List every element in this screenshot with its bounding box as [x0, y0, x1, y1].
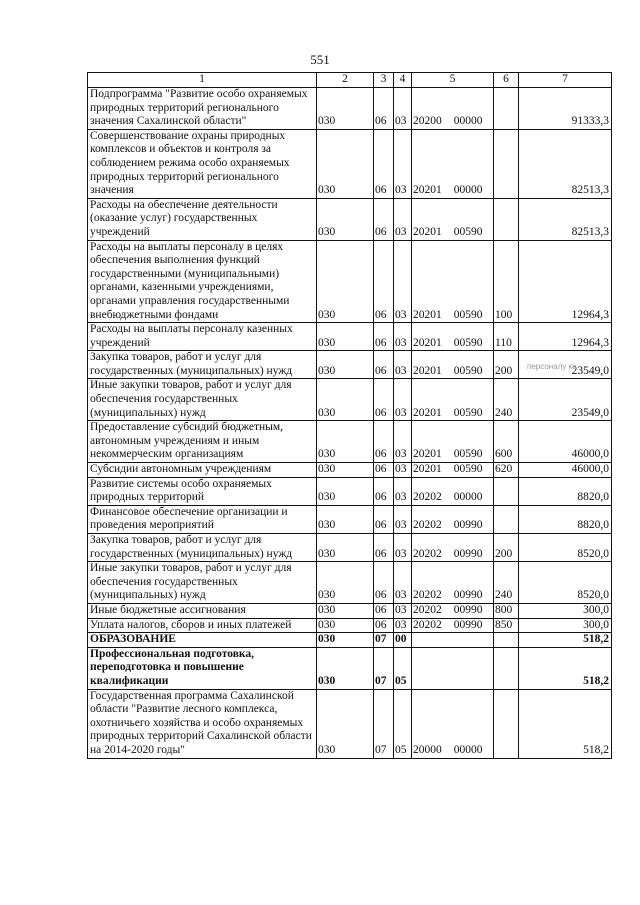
row-name-cell: Предоставление субсидий бюджетным, автономным учреждениям и иным некоммерческим организациям — [88, 421, 317, 463]
section-code-cell: 06 — [374, 463, 394, 478]
sum-cell: 82513,3 — [519, 129, 612, 198]
section-code-cell: 06 — [374, 198, 394, 240]
row-name-cell: Подпрограмма "Развитие особо охраняемых природных территорий регионального значения Сахалинской области" — [88, 88, 317, 130]
subsection-code-cell: 03 — [394, 477, 412, 505]
ministry-code-cell: 030 — [317, 534, 374, 562]
section-code-cell: 06 — [374, 323, 394, 351]
ministry-code-cell: 030 — [317, 240, 374, 323]
sum-cell: 8820,0 — [519, 477, 612, 505]
target-article-part-a: 20201 — [413, 184, 442, 197]
target-article-cell — [412, 88, 494, 130]
expense-type-cell — [494, 88, 519, 130]
header-col-6: 6 — [494, 73, 519, 88]
row-name-cell: Государственная программа Сахалинской области "Развитие лесного комплекса, охотничьего хозяйства и особо охраняемых природных территорий Сахалинской области на 2014-2020 годы" — [88, 689, 317, 758]
target-article-part-b: 00990 — [453, 547, 483, 560]
table-row — [88, 198, 612, 240]
expense-type-cell: 110 — [494, 323, 519, 351]
expense-type-cell — [494, 633, 519, 648]
table-row — [88, 603, 612, 618]
row-name-cell: Профессиональная подготовка, переподготовка и повышение квалификации — [88, 647, 317, 689]
target-article-part-b: 00990 — [453, 589, 483, 602]
ministry-code-cell: 030 — [317, 323, 374, 351]
header-col-7: 7 — [519, 73, 612, 88]
sum-cell: 8520,0 — [519, 534, 612, 562]
table-row — [88, 477, 612, 505]
subsection-code-cell: 03 — [394, 421, 412, 463]
subsection-code-cell: 00 — [394, 633, 412, 648]
target-article-cell — [412, 323, 494, 351]
expense-type-cell: 600 — [494, 421, 519, 463]
target-article-part-b: 00590 — [453, 225, 483, 238]
section-code-cell: 06 — [374, 421, 394, 463]
row-name-cell: Финансовое обеспечение организации и проведения мероприятий — [88, 505, 317, 533]
sum-cell: 518,2 — [519, 647, 612, 689]
row-name-cell: Расходы на выплаты персоналу казенных учреждений — [88, 323, 317, 351]
table-row — [88, 534, 612, 562]
target-article-part-b: 00590 — [453, 406, 483, 419]
expense-type-cell — [494, 129, 519, 198]
row-name-cell: Иные бюджетные ассигнования — [88, 603, 317, 618]
target-article-part-b: 00990 — [453, 519, 483, 532]
sum-cell: 8820,0 — [519, 505, 612, 533]
ministry-code-cell: 030 — [317, 379, 374, 421]
target-article-part-a: 20202 — [413, 547, 442, 560]
target-article-part-b: 00000 — [453, 743, 483, 756]
section-code-cell: 06 — [374, 129, 394, 198]
subsection-code-cell: 03 — [394, 198, 412, 240]
table-row — [88, 618, 612, 633]
expense-type-cell: 620 — [494, 463, 519, 478]
section-code-cell: 07 — [374, 689, 394, 758]
target-article-part-a: 20202 — [413, 519, 442, 532]
section-code-cell: 06 — [374, 505, 394, 533]
ministry-code-cell: 030 — [317, 463, 374, 478]
sum-cell: 23549,0 — [519, 351, 612, 379]
target-article-part-b: 00590 — [453, 364, 483, 377]
sum-cell: 300,0 — [519, 618, 612, 633]
target-article-cell — [412, 463, 494, 478]
table-row — [88, 633, 612, 648]
target-article-part-a: 20201 — [413, 406, 442, 419]
ministry-code-cell: 030 — [317, 477, 374, 505]
section-code-cell: 06 — [374, 240, 394, 323]
target-article-part-a: 20201 — [413, 364, 442, 377]
target-article-cell — [412, 129, 494, 198]
ministry-code-cell: 030 — [317, 603, 374, 618]
row-name-cell: Расходы на выплаты персоналу в целях обеспечения выполнения функций государственными (муниципальными) органами, казенными учреждениями, органами управления государственными внебюджетными фондами — [88, 240, 317, 323]
table-row — [88, 379, 612, 421]
target-article-part-b: 00590 — [453, 336, 483, 349]
row-name-cell: Закупка товаров, работ и услуг для государственных (муниципальных) нужд — [88, 534, 317, 562]
row-name-cell: Закупка товаров, работ и услуг для государственных (муниципальных) нужд — [88, 351, 317, 379]
target-article-part-a: 20201 — [413, 336, 442, 349]
table-row — [88, 240, 612, 323]
row-name-cell: ОБРАЗОВАНИЕ — [88, 633, 317, 648]
section-code-cell: 06 — [374, 562, 394, 604]
target-article-cell — [412, 198, 494, 240]
expense-type-cell: 240 — [494, 379, 519, 421]
target-article-cell — [412, 421, 494, 463]
sum-cell: 46000,0 — [519, 463, 612, 478]
target-article-part-a: 20202 — [413, 491, 442, 504]
target-article-cell — [412, 505, 494, 533]
target-article-part-b: 00990 — [453, 603, 483, 616]
subsection-code-cell: 03 — [394, 351, 412, 379]
section-code-cell: 06 — [374, 477, 394, 505]
sum-cell: 12964,3 — [519, 323, 612, 351]
target-article-cell — [412, 534, 494, 562]
target-article-part-b: 00590 — [453, 448, 483, 461]
table-row — [88, 323, 612, 351]
section-code-cell: 06 — [374, 379, 394, 421]
expense-type-cell — [494, 689, 519, 758]
section-code-cell: 06 — [374, 351, 394, 379]
target-article-cell — [412, 379, 494, 421]
section-code-cell: 06 — [374, 618, 394, 633]
sum-cell: 82513,3 — [519, 198, 612, 240]
expense-type-cell — [494, 647, 519, 689]
budget-table — [87, 72, 612, 759]
ministry-code-cell: 030 — [317, 88, 374, 130]
row-name-cell: Иные закупки товаров, работ и услуг для обеспечения государственных (муниципальных) нужд — [88, 562, 317, 604]
expense-type-cell: 100 — [494, 240, 519, 323]
subsection-code-cell: 03 — [394, 505, 412, 533]
row-name-cell: Расходы на обеспечение деятельности (оказание услуг) государственных учреждений — [88, 198, 317, 240]
page-number: 551 — [310, 52, 330, 67]
section-code-cell: 06 — [374, 534, 394, 562]
target-article-part-a: 20000 — [413, 743, 442, 756]
target-article-part-b: 00590 — [453, 308, 483, 321]
section-code-cell: 06 — [374, 603, 394, 618]
target-article-part-a: 20202 — [413, 603, 442, 616]
row-name-cell: Совершенствование охраны природных комплексов и объектов и контроля за соблюдением режима особо охраняемых природных территорий регионального значения — [88, 129, 317, 198]
ministry-code-cell: 030 — [317, 421, 374, 463]
target-article-part-b: 00000 — [453, 491, 483, 504]
subsection-code-cell: 05 — [394, 647, 412, 689]
subsection-code-cell: 03 — [394, 618, 412, 633]
sum-cell: 12964,3 — [519, 240, 612, 323]
sum-cell: 91333,3 — [519, 88, 612, 130]
table-row — [88, 88, 612, 130]
table-row — [88, 505, 612, 533]
expense-type-cell — [494, 505, 519, 533]
header-col-1: 1 — [88, 73, 317, 88]
subsection-code-cell: 05 — [394, 689, 412, 758]
sum-cell: 518,2 — [519, 689, 612, 758]
section-code-cell: 06 — [374, 88, 394, 130]
subsection-code-cell: 03 — [394, 240, 412, 323]
target-article-part-b: 00590 — [453, 463, 483, 476]
target-article-cell — [412, 477, 494, 505]
subsection-code-cell: 03 — [394, 562, 412, 604]
ministry-code-cell: 030 — [317, 562, 374, 604]
target-article-part-a: 20200 — [413, 115, 442, 128]
subsection-code-cell: 03 — [394, 379, 412, 421]
target-article-cell — [412, 603, 494, 618]
target-article-part-a: 20201 — [413, 308, 442, 321]
subsection-code-cell: 03 — [394, 129, 412, 198]
subsection-code-cell: 03 — [394, 463, 412, 478]
ministry-code-cell: 030 — [317, 505, 374, 533]
target-article-cell — [412, 689, 494, 758]
target-article-part-a: 20202 — [413, 589, 442, 602]
sum-cell: 46000,0 — [519, 421, 612, 463]
row-name-cell: Субсидии автономным учреждениям — [88, 463, 317, 478]
subsection-code-cell: 03 — [394, 88, 412, 130]
target-article-cell — [412, 562, 494, 604]
subsection-code-cell: 03 — [394, 603, 412, 618]
target-article-part-a: 20201 — [413, 448, 442, 461]
sum-cell: 23549,0 — [519, 379, 612, 421]
table-row — [88, 562, 612, 604]
expense-type-cell: 850 — [494, 618, 519, 633]
sum-cell: 8520,0 — [519, 562, 612, 604]
table-header-row — [88, 73, 612, 88]
ministry-code-cell: 030 — [317, 198, 374, 240]
sum-cell: 300,0 — [519, 603, 612, 618]
subsection-code-cell: 03 — [394, 323, 412, 351]
target-article-cell — [412, 240, 494, 323]
header-col-3: 3 — [374, 73, 394, 88]
bleed-through-text: персоналу ка — [527, 362, 577, 371]
target-article-cell — [412, 618, 494, 633]
row-name-cell: Уплата налогов, сборов и иных платежей — [88, 618, 317, 633]
target-article-part-b: 00000 — [453, 184, 483, 197]
ministry-code-cell: 030 — [317, 618, 374, 633]
table-row — [88, 421, 612, 463]
header-col-2: 2 — [317, 73, 374, 88]
table-row — [88, 647, 612, 689]
expense-type-cell — [494, 477, 519, 505]
expense-type-cell: 800 — [494, 603, 519, 618]
table-row — [88, 129, 612, 198]
ministry-code-cell: 030 — [317, 689, 374, 758]
target-article-part-a: 20201 — [413, 463, 442, 476]
expense-type-cell: 200 — [494, 534, 519, 562]
row-name-cell: Развитие системы особо охраняемых природных территорий — [88, 477, 317, 505]
ministry-code-cell: 030 — [317, 129, 374, 198]
ministry-code-cell: 030 — [317, 647, 374, 689]
expense-type-cell: 200 — [494, 351, 519, 379]
target-article-cell — [412, 633, 494, 648]
table-row — [88, 689, 612, 758]
table-row — [88, 463, 612, 478]
target-article-cell — [412, 351, 494, 379]
ministry-code-cell: 030 — [317, 633, 374, 648]
row-name-cell: Иные закупки товаров, работ и услуг для обеспечения государственных (муниципальных) нужд — [88, 379, 317, 421]
target-article-part-a: 20201 — [413, 225, 442, 238]
section-code-cell: 07 — [374, 647, 394, 689]
expense-type-cell — [494, 198, 519, 240]
subsection-code-cell: 03 — [394, 534, 412, 562]
sum-cell: 518,2 — [519, 633, 612, 648]
expense-type-cell: 240 — [494, 562, 519, 604]
section-code-cell: 07 — [374, 633, 394, 648]
target-article-cell — [412, 647, 494, 689]
target-article-part-b: 00000 — [453, 115, 483, 128]
target-article-part-a: 20202 — [413, 618, 442, 631]
ministry-code-cell: 030 — [317, 351, 374, 379]
header-col-5: 5 — [412, 73, 494, 88]
header-col-4: 4 — [394, 73, 412, 88]
target-article-part-b: 00990 — [453, 618, 483, 631]
